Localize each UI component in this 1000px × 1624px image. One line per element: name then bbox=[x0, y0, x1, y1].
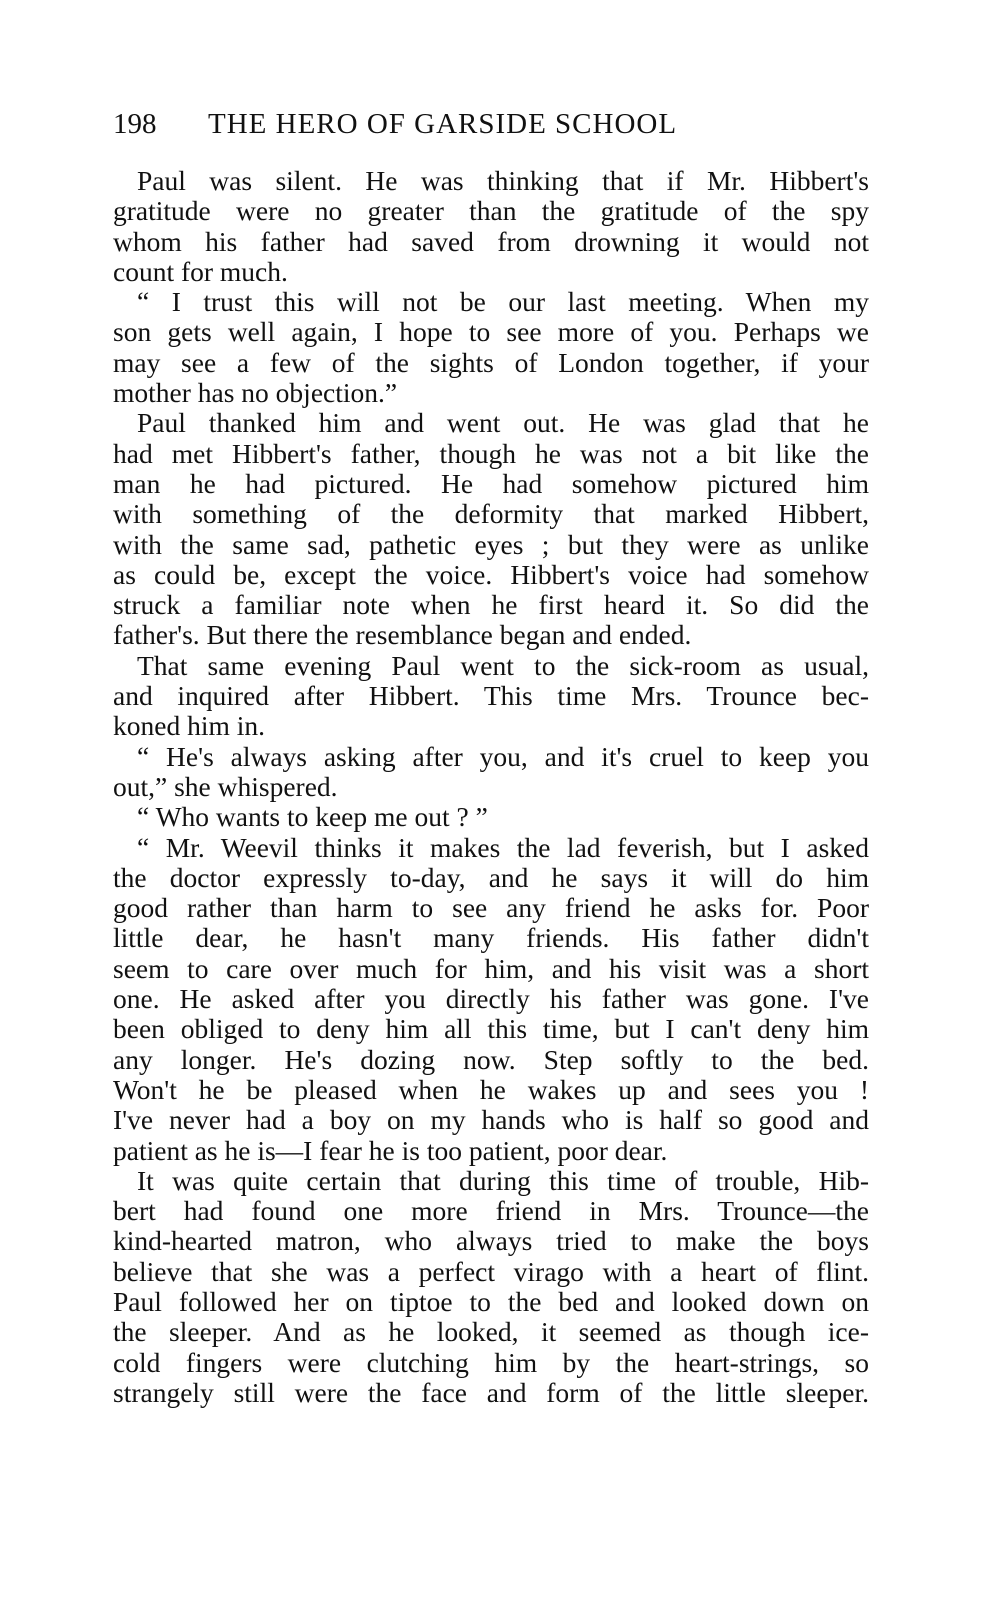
text-line: Won't he be pleased when he wakes up and sees you ! bbox=[113, 1073, 869, 1105]
text-line: “ Who wants to keep me out ? ” bbox=[137, 801, 488, 833]
page-number: 198 bbox=[113, 108, 157, 140]
text-line: whom his father had saved from drowning it would not bbox=[113, 225, 869, 257]
text-line: father's. But there the resemblance began and ended. bbox=[113, 619, 692, 651]
text-line: struck a familiar note when he first heard it. So did the bbox=[113, 589, 869, 621]
text-line: mother has no objection.” bbox=[113, 377, 398, 409]
text-line: “ I trust this will not be our last meeting. When my bbox=[137, 286, 869, 318]
text-line: seem to care over much for him, and his visit was a short bbox=[113, 952, 869, 984]
text-line: any longer. He's dozing now. Step softly to the bed. bbox=[113, 1043, 869, 1075]
text-line: gratitude were no greater than the gratitude of the spy bbox=[113, 195, 869, 227]
text-line: little dear, he hasn't many friends. His father didn't bbox=[113, 922, 869, 954]
text-line: with something of the deformity that marked Hibbert, bbox=[113, 498, 869, 530]
text-line: I've never had a boy on my hands who is half so good and bbox=[113, 1104, 869, 1136]
text-line: one. He asked after you directly his father was gone. I've bbox=[113, 983, 869, 1015]
text-line: out,” she whispered. bbox=[113, 770, 338, 802]
text-line: “ He's always asking after you, and it's cruel to keep you bbox=[137, 740, 869, 772]
body-text bbox=[113, 166, 869, 1408]
running-head bbox=[113, 104, 873, 144]
text-line: count for much. bbox=[113, 255, 288, 287]
text-line: kind-hearted matron, who always tried to make the boys bbox=[113, 1225, 869, 1257]
text-line: Paul thanked him and went out. He was glad that he bbox=[137, 407, 869, 439]
text-line: and inquired after Hibbert. This time Mrs. Trounce bec- bbox=[113, 680, 869, 712]
text-line: bert had found one more friend in Mrs. Trounce—the bbox=[113, 1195, 869, 1227]
text-line: It was quite certain that during this time of trouble, Hib- bbox=[137, 1164, 869, 1196]
text-line: Paul followed her on tiptoe to the bed and looked down on bbox=[113, 1285, 869, 1317]
text-line: That same evening Paul went to the sick-room as usual, bbox=[137, 649, 869, 681]
text-line: good rather than harm to see any friend he asks for. Poor bbox=[113, 892, 869, 924]
text-line: Paul was silent. He was thinking that if Mr. Hibbert's bbox=[137, 165, 869, 196]
text-line: had met Hibbert's father, though he was not a bit like the bbox=[113, 437, 869, 469]
text-line: the doctor expressly to-day, and he says it will do him bbox=[113, 861, 869, 893]
text-line: patient as he is—I fear he is too patient, poor dear. bbox=[113, 1134, 668, 1166]
text-line: son gets well again, I hope to see more of you. Perhaps we bbox=[113, 316, 869, 348]
text-line: cold fingers were clutching him by the heart-strings, so bbox=[113, 1346, 869, 1378]
text-line: may see a few of the sights of London together, if your bbox=[113, 346, 869, 378]
text-line: as could be, except the voice. Hibbert's voice had somehow bbox=[113, 558, 869, 590]
text-line: been obliged to deny him all this time, but I can't deny him bbox=[113, 1013, 869, 1045]
text-line: with the same sad, pathetic eyes ; but they were as unlike bbox=[113, 528, 869, 560]
text-line: “ Mr. Weevil thinks it makes the lad feverish, but I asked bbox=[137, 831, 869, 863]
text-line: strangely still were the face and form of the little sleeper. bbox=[113, 1376, 869, 1408]
text-line: man he had pictured. He had somehow pictured him bbox=[113, 467, 869, 499]
text-line: the sleeper. And as he looked, it seemed as though ice- bbox=[113, 1316, 869, 1348]
text-line: believe that she was a perfect virago with a heart of flint. bbox=[113, 1255, 869, 1287]
running-title: THE HERO OF GARSIDE SCHOOL bbox=[208, 108, 678, 140]
text-line: koned him in. bbox=[113, 710, 266, 742]
